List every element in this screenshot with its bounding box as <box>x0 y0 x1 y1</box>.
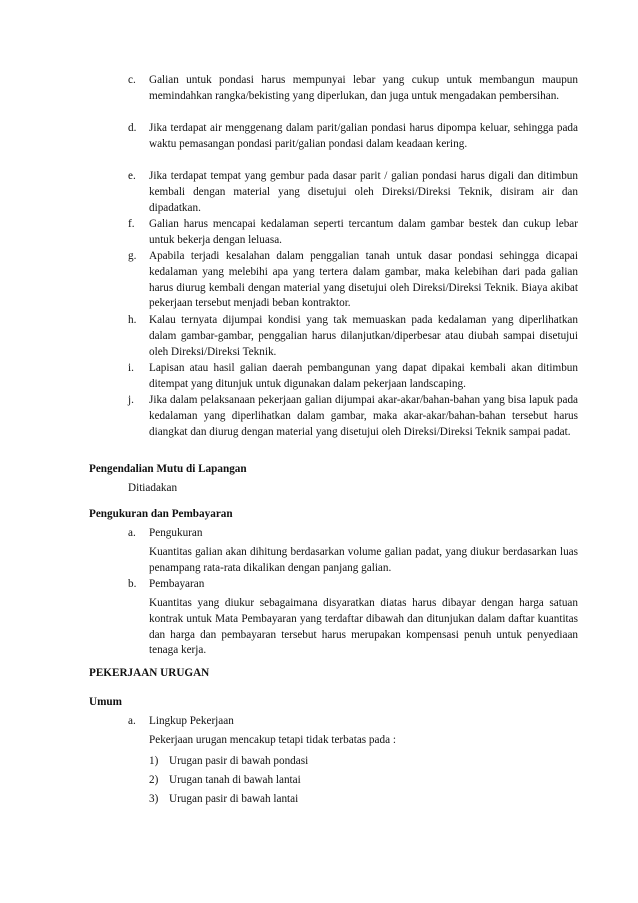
list-item-label: d. <box>128 122 137 134</box>
list-item <box>128 313 578 360</box>
subsection-label: a. <box>128 527 136 539</box>
subsection-label: b. <box>128 578 137 590</box>
subsection-measurement <box>128 526 202 542</box>
numbered-item-text: Urugan tanah di bawah lantai <box>169 774 301 786</box>
list-item <box>128 169 578 216</box>
list-item-text: Apabila terjadi kesalahan dalam penggalian tanah untuk dasar pondasi sehingga dicapai kedalaman yang melebihi apa yang tertera dalam gambar, maka kelebihan dari pada galian harus diurug kembali dengan material yang disetujui oleh Direksi/Direksi Teknik. Biaya akibat pekerjaan tersebut menjadi beban kontraktor. <box>149 250 578 310</box>
list-item-label: e. <box>128 170 136 182</box>
list-item-text: Jika terdapat air menggenang dalam parit/galian pondasi harus dipompa keluar, sehingga pada waktu pemasangan pondasi parit/galian pondasi dalam keadaan kering. <box>149 122 578 150</box>
numbered-item-label: 3) <box>149 793 159 805</box>
section-heading-measurement-payment: Pengukuran dan Pembayaran <box>89 508 233 520</box>
subsection-title: Pengukuran <box>149 527 203 539</box>
list-item-text: Jika dalam pelaksanaan pekerjaan galian dijumpai akar-akar/bahan-bahan yang bisa lapuk pada kedalaman yang diperlihatkan dalam gambar, maka akar-akar/bahan-bahan tersebut harus diangkat dan diurug dengan material yang disetujui oleh Direksi/Direksi Teknik sampai padat. <box>149 394 578 438</box>
list-item-label: g. <box>128 250 137 262</box>
list-item-text: Lapisan atau hasil galian daerah pembangunan yang dapat dipakai kembali akan ditimbun ditempat yang ditunjuk untuk digunakan dalam pekerjaan landscaping. <box>149 362 578 390</box>
list-item <box>128 73 578 105</box>
list-item-label: f. <box>128 218 135 230</box>
scope-text: Pekerjaan urugan mencakup tetapi tidak terbatas pada : <box>149 734 396 746</box>
list-item-text: Jika terdapat tempat yang gembur pada dasar parit / galian pondasi harus digali dan ditimbun kembali dengan material yang disetujui oleh Direksi/Direksi Teknik, disiram air dan dipadatkan. <box>149 170 578 214</box>
subsection-title: Pembayaran <box>149 578 205 590</box>
numbered-item-text: Urugan pasir di bawah pondasi <box>169 755 309 767</box>
list-item <box>128 249 578 312</box>
numbered-item-label: 1) <box>149 755 159 767</box>
quality-control-text: Ditiadakan <box>128 482 178 494</box>
measurement-text: Kuantitas galian akan dihitung berdasarkan volume galian padat, yang diukur berdasarkan luas penampang rata-rata dikalikan dengan panjang galian. <box>149 546 578 574</box>
numbered-item <box>149 792 298 808</box>
section-title: PEKERJAAN URUGAN <box>89 667 210 679</box>
list-item <box>128 121 578 153</box>
subsection-label: a. <box>128 715 136 727</box>
numbered-item-label: 2) <box>149 774 159 786</box>
subsection-payment <box>128 577 204 593</box>
list-item-text: Galian untuk pondasi harus mempunyai lebar yang cukup untuk membangun maupun memindahkan rangka/bekisting yang diperlukan, dan juga untuk mengadakan pembersihan. <box>149 74 578 102</box>
list-item-text: Galian harus mencapai kedalaman seperti tercantum dalam gambar bestek dan cukup lebar untuk bekerja dengan leluasa. <box>149 218 578 246</box>
list-item <box>128 361 578 393</box>
list-item-text: Kalau ternyata dijumpai kondisi yang tak memuaskan pada kedalaman yang diperlihatkan dalam gambar-gambar, penggalian harus dilanjutkan/diperbesar atau diubah sampai disetujui oleh Direksi/Direksi Teknik. <box>149 314 578 358</box>
numbered-item <box>149 773 301 789</box>
list-item <box>128 393 578 440</box>
section-heading-general: Umum <box>89 696 122 708</box>
numbered-item-text: Urugan pasir di bawah lantai <box>169 793 299 805</box>
subsection-scope <box>128 714 234 730</box>
numbered-item <box>149 754 308 770</box>
subsection-title: Lingkup Pekerjaan <box>149 715 234 727</box>
list-item-label: c. <box>128 74 136 86</box>
list-item-label: h. <box>128 314 137 326</box>
payment-text: Kuantitas yang diukur sebagaimana disyaratkan diatas harus dibayar dengan harga satuan kontrak untuk Mata Pembayaran yang terdaftar dibawah dan ditunjukan dalam daftar kuantitas dan harga dan pembayaran tersebut harus merupakan kompensasi penuh untuk penyediaan tenaga kerja. <box>149 597 578 657</box>
section-heading-quality-control: Pengendalian Mutu di Lapangan <box>89 463 247 475</box>
list-item <box>128 217 578 249</box>
list-item-label: i. <box>128 362 134 374</box>
list-item-label: j. <box>128 394 134 406</box>
